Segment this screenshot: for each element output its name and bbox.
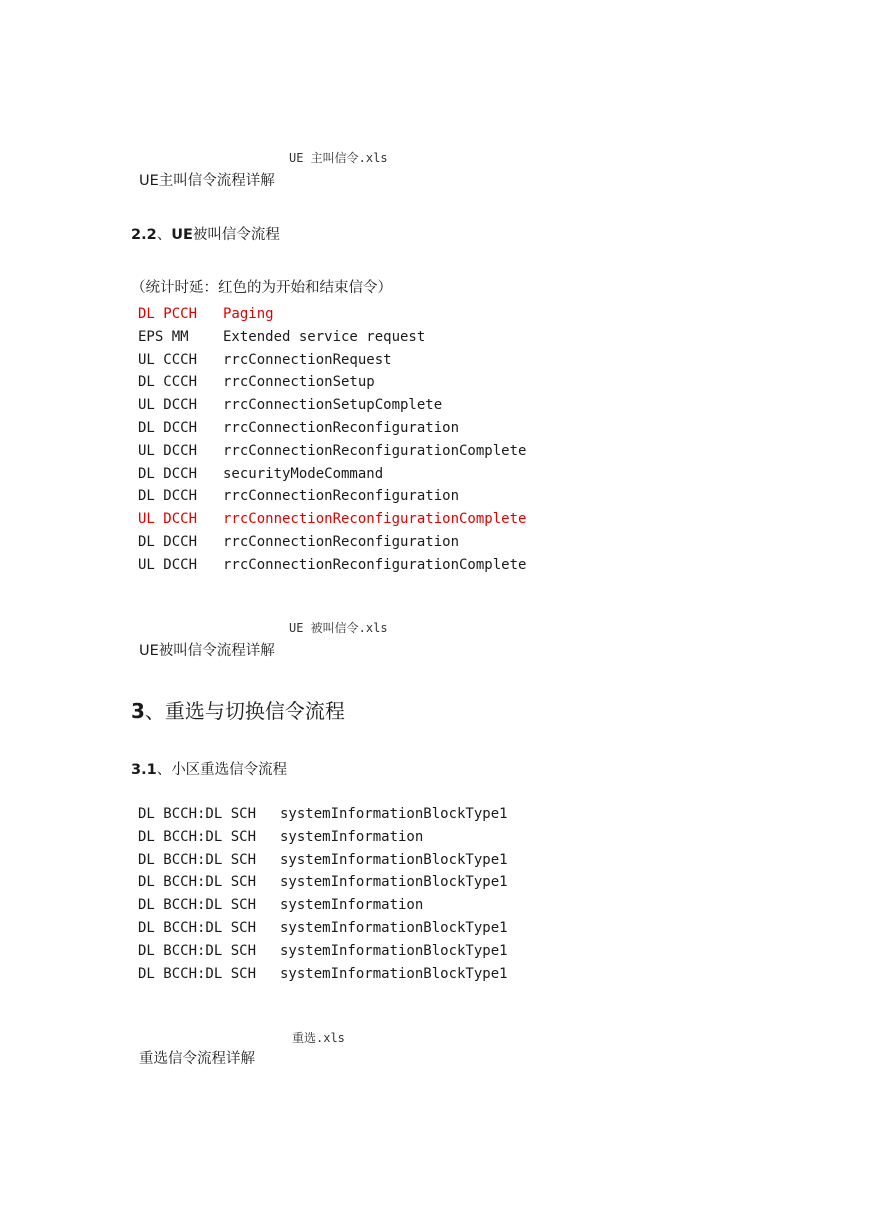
channel-cell: DL DCCH bbox=[138, 488, 198, 505]
table-row bbox=[138, 485, 558, 508]
channel-cell: DL BCCH:DL SCH bbox=[138, 965, 257, 982]
channel-cell: DL BCCH:DL SCH bbox=[138, 942, 257, 959]
table-row bbox=[138, 871, 558, 894]
heading-text: 被叫信令流程 bbox=[192, 227, 280, 243]
channel-cell: DL DCCH bbox=[138, 465, 198, 482]
channel-cell: UL DCCH bbox=[138, 442, 198, 459]
channel-cell: DL CCCH bbox=[138, 374, 198, 391]
heading-3 bbox=[131, 695, 345, 724]
message-cell: systemInformationBlockType1 bbox=[280, 942, 508, 959]
message-cell: rrcConnectionReconfiguration bbox=[223, 419, 460, 436]
table-row bbox=[138, 417, 558, 440]
message-cell: systemInformationBlockType1 bbox=[280, 806, 508, 822]
message-cell: rrcConnectionRequest bbox=[223, 351, 392, 368]
message-cell: securityModeCommand bbox=[223, 465, 384, 482]
table-row bbox=[138, 531, 558, 554]
table-row bbox=[138, 554, 558, 577]
channel-cell: DL BCCH:DL SCH bbox=[138, 828, 257, 845]
table-row bbox=[138, 826, 558, 849]
message-cell: systemInformationBlockType1 bbox=[280, 851, 508, 868]
message-cell: Extended service request bbox=[223, 328, 426, 345]
heading-prefix: UE bbox=[171, 227, 193, 243]
table-row bbox=[138, 326, 558, 349]
channel-cell: UL DCCH bbox=[138, 511, 198, 528]
signaling-table-reselect bbox=[138, 803, 558, 985]
channel-cell: DL DCCH bbox=[138, 419, 198, 436]
table-row bbox=[138, 508, 558, 531]
heading-separator: 、 bbox=[156, 762, 172, 778]
message-cell: rrcConnectionReconfigurationComplete bbox=[223, 442, 527, 459]
heading-3-1 bbox=[131, 758, 287, 779]
message-cell: rrcConnectionReconfigurationComplete bbox=[223, 556, 527, 573]
message-cell: systemInformationBlockType1 bbox=[280, 965, 508, 982]
message-cell: systemInformation bbox=[280, 897, 424, 914]
channel-cell: DL DCCH bbox=[138, 533, 198, 550]
table-row bbox=[138, 303, 558, 326]
channel-cell: DL BCCH:DL SCH bbox=[138, 851, 257, 868]
attachment-caption-originating: UE主叫信令流程详解 bbox=[139, 173, 275, 189]
heading-number: 3.1 bbox=[131, 762, 157, 778]
message-cell: Paging bbox=[223, 306, 274, 322]
heading-separator: 、 bbox=[144, 699, 165, 723]
message-cell: rrcConnectionReconfiguration bbox=[223, 488, 460, 505]
channel-cell: DL BCCH:DL SCH bbox=[138, 897, 257, 914]
message-cell: systemInformationBlockType1 bbox=[280, 874, 508, 891]
table-row bbox=[138, 963, 558, 986]
heading-2-2 bbox=[131, 223, 280, 244]
message-cell: rrcConnectionSetup bbox=[223, 374, 375, 391]
message-cell: rrcConnectionSetupComplete bbox=[223, 397, 443, 414]
table-row bbox=[138, 940, 558, 963]
attachment-caption-terminating: UE被叫信令流程详解 bbox=[139, 643, 275, 659]
table-row bbox=[138, 440, 558, 463]
channel-cell: UL DCCH bbox=[138, 556, 198, 573]
table-row bbox=[138, 803, 558, 826]
table-row bbox=[138, 394, 558, 417]
channel-cell: UL CCCH bbox=[138, 351, 198, 368]
table-row bbox=[138, 463, 558, 486]
attachment-ue-originating-xls[interactable]: UE 主叫信令.xls bbox=[289, 151, 388, 165]
message-cell: rrcConnectionReconfiguration bbox=[223, 533, 460, 550]
table-row bbox=[138, 349, 558, 372]
heading-text: 重选与切换信令流程 bbox=[164, 699, 345, 723]
attachment-caption-reselection: 重选信令流程详解 bbox=[139, 1051, 255, 1067]
attachment-ue-terminating-xls[interactable]: UE 被叫信令.xls bbox=[289, 621, 388, 635]
heading-text: 小区重选信令流程 bbox=[171, 762, 288, 778]
channel-cell: UL DCCH bbox=[138, 397, 198, 414]
table-row bbox=[138, 894, 558, 917]
table-row bbox=[138, 849, 558, 872]
message-cell: systemInformationBlockType1 bbox=[280, 919, 508, 936]
table-row bbox=[138, 917, 558, 940]
channel-cell: DL BCCH:DL SCH bbox=[138, 806, 257, 822]
heading-separator: 、 bbox=[156, 227, 172, 243]
channel-cell: DL BCCH:DL SCH bbox=[138, 874, 257, 891]
signaling-table-called bbox=[138, 303, 558, 577]
channel-cell: DL BCCH:DL SCH bbox=[138, 919, 257, 936]
channel-cell: DL PCCH bbox=[138, 306, 198, 322]
attachment-reselection-xls[interactable]: 重选.xls bbox=[292, 1031, 345, 1045]
latency-note: （统计时延：红色的为开始和结束信令） bbox=[131, 280, 392, 296]
message-cell: rrcConnectionReconfigurationComplete bbox=[223, 511, 527, 528]
message-cell: systemInformation bbox=[280, 828, 424, 845]
table-row bbox=[138, 371, 558, 394]
heading-number: 3 bbox=[131, 699, 145, 723]
channel-cell: EPS MM bbox=[138, 328, 189, 345]
heading-number: 2.2 bbox=[131, 227, 157, 243]
